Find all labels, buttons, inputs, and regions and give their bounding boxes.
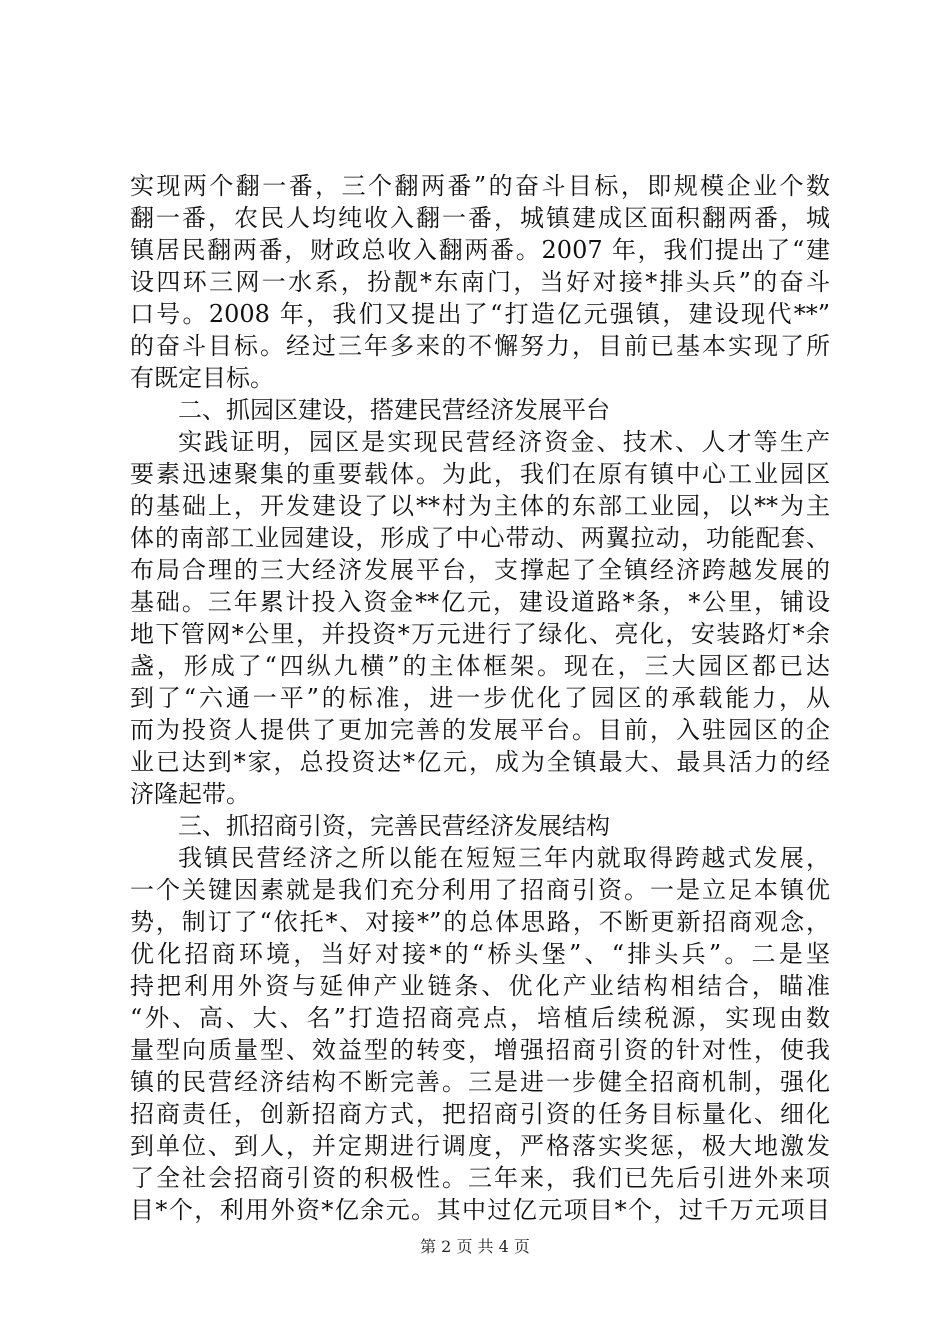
paragraph-line: 翻一番，农民人均纯收入翻一番，城镇建成区面积翻两番，城 (130, 204, 830, 232)
paragraph-line: 要素迅速聚集的重要载体。为此，我们在原有镇中心工业园区 (130, 460, 830, 488)
paragraph-line: 有既定目标。 (130, 364, 274, 392)
paragraph-line: 地下管网*公里，并投资*万元进行了绿化、亮化，安装路灯*余 (130, 620, 830, 648)
paragraph-line: 而为投资人提供了更加完善的发展平台。目前，入驻园区的企 (130, 716, 830, 744)
paragraph-line: 持把利用外资与延伸产业链条、优化产业结构相结合，瞄准 (130, 972, 830, 1000)
paragraph-line: 济隆起带。 (130, 780, 250, 808)
paragraph-line: “外、高、大、名”打造招商亮点，培植后续税源，实现由数 (130, 1004, 830, 1032)
paragraph-line: 优化招商环境，当好对接*的“桥头堡”、“排头兵”。二是坚 (130, 940, 830, 968)
page-footer: 第 2 页 共 4 页 (420, 1237, 530, 1256)
paragraph-line: 到了“六通一平”的标准，进一步优化了园区的承载能力，从 (130, 684, 830, 712)
paragraph-line: 基础。三年累计投入资金**亿元，建设道路*条，*公里，铺设 (130, 588, 830, 616)
paragraph-line: 口号。2008 年，我们又提出了“打造亿元强镇，建设现代**” (130, 300, 830, 328)
paragraph-line: 实现两个翻一番，三个翻两番”的奋斗目标，即规模企业个数 (130, 172, 830, 200)
paragraph-line: 设四环三网一水系，扮靓*东南门，当好对接*排头兵”的奋斗 (130, 268, 830, 296)
paragraph-line: 我镇民营经济之所以能在短短三年内就取得跨越式发展， (178, 844, 830, 872)
paragraph-line: 布局合理的三大经济发展平台，支撑起了全镇经济跨越发展的 (130, 556, 830, 584)
paragraph-line: 的奋斗目标。经过三年多来的不懈努力，目前已基本实现了所 (130, 332, 830, 360)
paragraph-line: 盏，形成了“四纵九横”的主体框架。现在，三大园区都已达 (130, 652, 830, 680)
paragraph-line: 一个关键因素就是我们充分利用了招商引资。一是立足本镇优 (130, 876, 830, 904)
section-heading: 三、抓招商引资，完善民营经济发展结构 (178, 812, 610, 840)
paragraph-line: 招商责任，创新招商方式，把招商引资的任务目标量化、细化 (130, 1100, 830, 1128)
document-body (130, 170, 830, 1226)
paragraph-line: 势，制订了“依托*、对接*”的总体思路，不断更新招商观念， (130, 908, 830, 936)
paragraph-line: 的基础上，开发建设了以**村为主体的东部工业园，以**为主 (130, 492, 830, 520)
paragraph-line: 量型向质量型、效益型的转变，增强招商引资的针对性，使我 (130, 1036, 830, 1064)
paragraph-line: 到单位、到人，并定期进行调度，严格落实奖惩，极大地激发 (130, 1132, 830, 1160)
paragraph-line: 镇的民营经济结构不断完善。三是进一步健全招商机制，强化 (130, 1068, 830, 1096)
paragraph-line: 了全社会招商引资的积极性。三年来，我们已先后引进外来项 (130, 1164, 830, 1192)
paragraph-line: 镇居民翻两番，财政总收入翻两番。2007 年，我们提出了“建 (130, 236, 830, 264)
paragraph-line: 实践证明，园区是实现民营经济资金、技术、人才等生产 (178, 428, 830, 456)
paragraph-line: 体的南部工业园建设，形成了中心带动、两翼拉动，功能配套、 (130, 524, 830, 552)
section-heading: 二、抓园区建设，搭建民营经济发展平台 (178, 396, 610, 424)
paragraph-line: 目*个，利用外资*亿余元。其中过亿元项目*个，过千万元项目 (130, 1196, 830, 1224)
paragraph-line: 业已达到*家，总投资达*亿元，成为全镇最大、最具活力的经 (130, 748, 830, 776)
